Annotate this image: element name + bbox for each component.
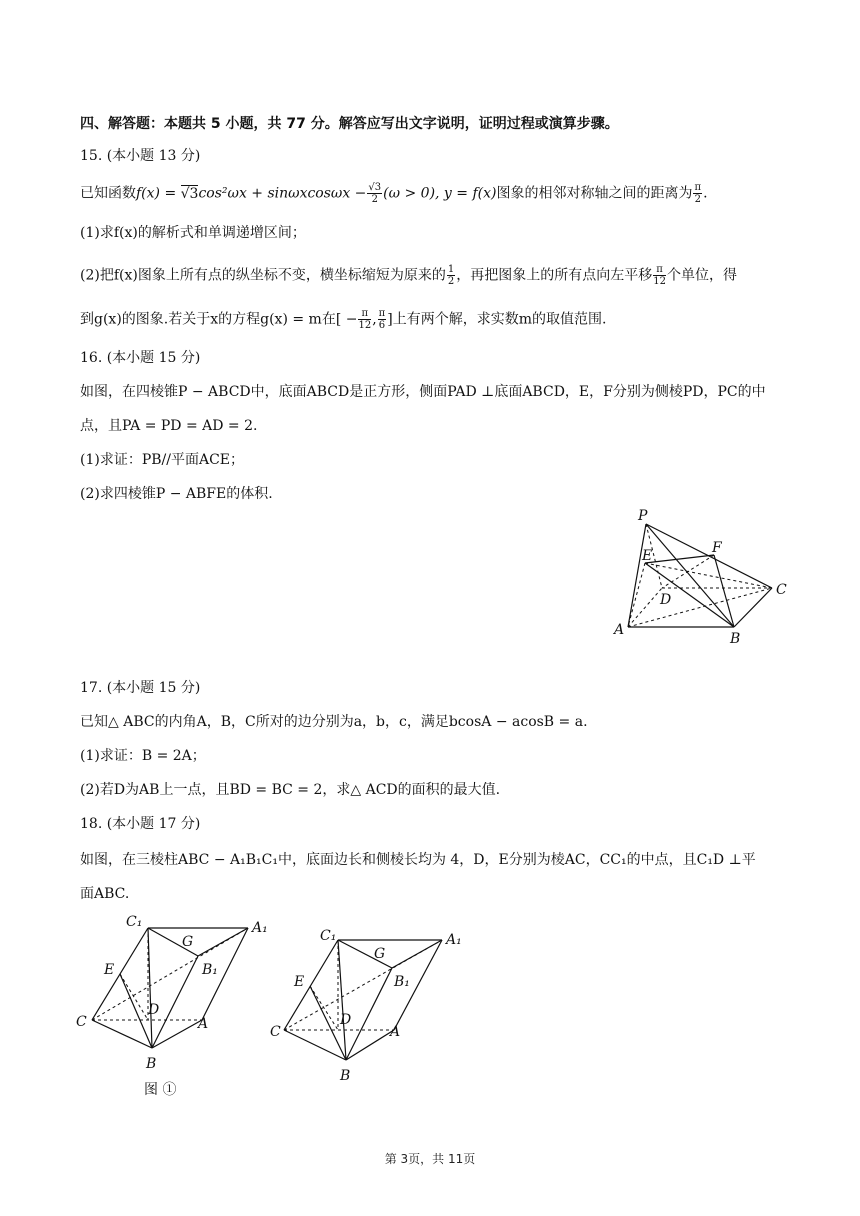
q15-sqrt3: √3 [180, 185, 199, 202]
label-P: P [638, 508, 648, 524]
label-D: D [340, 1012, 352, 1028]
q17-line1: 已知△ ABC的内角A，B，C所对的边分别为a，b，c，满足bcosA − acosB = a. [80, 714, 588, 730]
pyramid-figure [600, 500, 800, 650]
label-D: D [148, 1002, 160, 1018]
q15-part2-line1: (2)把f(x)图象上所有点的纵坐标不变，横坐标缩短为原来的 $\frac{1}{2}$ ，再把图象上的所有点向左平移 $\frac{\pi}{12}$ 个单位，得 [80, 264, 737, 287]
label-B1: B₁ [394, 974, 410, 990]
label-D: D [660, 592, 672, 608]
page-footer: 第 3页，共 11页 [384, 1152, 476, 1166]
q15-frac-sqrt3-2: $\frac{√3}{2}$ [368, 182, 382, 205]
q15-expr: cos²ωx + sinωxcosωx − [198, 185, 367, 202]
q16-part2: (2)求四棱锥P − ABFE的体积. [80, 486, 273, 502]
q15-frac-l: $\frac{\pi}{12}$ [358, 308, 372, 331]
q15-stem: 已知函数f(x) = √3cos²ωx + sinωxcosωx − $\frac{√3}{2}$ (ω > 0), y = f(x)图象的相邻对称轴之间的距离为 $\frac{\pi}{2}$ . [80, 182, 708, 205]
section-heading: 四、解答题：本题共 5 小题，共 77 分。解答应写出文字说明，证明过程或演算步骤。 [80, 116, 619, 132]
q15-frac-pi-2: $\frac{\pi}{2}$ [694, 182, 702, 205]
q17-part2: (2)若D为AB上一点，且BD = BC = 2，求△ ACD的面积的最大值. [80, 782, 501, 798]
prism-figure-1 [70, 908, 280, 1108]
figure-caption: 图 ① [144, 1082, 177, 1098]
label-G: G [182, 934, 194, 950]
label-C1: C₁ [320, 928, 337, 944]
label-G: G [374, 946, 386, 962]
q18-line1: 如图，在三棱柱ABC − A₁B₁C₁中，底面边长和侧棱长均为 4，D，E分别为棱AC，CC₁的中点，且C₁D ⊥平 [80, 852, 756, 868]
label-B: B [340, 1068, 351, 1084]
q15-part1: (1)求f(x)的解析式和单调递增区间； [80, 225, 306, 241]
q15-fx: f(x) = [136, 185, 181, 202]
label-A1: A₁ [252, 920, 268, 936]
q17-part1: (1)求证：B = 2A； [80, 748, 206, 764]
label-E: E [294, 974, 305, 990]
label-E: E [104, 962, 115, 978]
label-E: E [642, 548, 653, 564]
q16-part1: (1)求证：PB//平面ACE； [80, 452, 245, 468]
label-C: C [76, 1014, 87, 1030]
label-A: A [614, 622, 625, 638]
q15-stem-prefix: 已知函数 [80, 185, 136, 202]
q16-line2: 点，且PA = PD = AD = 2. [80, 418, 258, 434]
label-A1: A₁ [446, 932, 462, 948]
label-A: A [390, 1024, 401, 1040]
q15-part2-line2: 到g(x)的图象.若关于x的方程g(x) = m在[ − $\frac{\pi}{12}$ , $\frac{\pi}{6}$ ]上有两个解，求实数m的取值范围. [80, 308, 607, 331]
label-C1: C₁ [126, 914, 143, 930]
q15-stem-mid: 图象的相邻对称轴之间的距离为 [496, 185, 693, 202]
prism-figure-2 [266, 918, 476, 1098]
q15-frac-r: $\frac{\pi}{6}$ [378, 308, 386, 331]
label-C: C [776, 582, 787, 598]
q17-number: 17. (本小题 15 分) [80, 680, 201, 696]
label-B: B [146, 1056, 157, 1072]
q16-line1: 如图，在四棱锥P − ABCD中，底面ABCD是正方形，侧面PAD ⊥底面ABCD，E，F分别为侧棱PD，PC的中 [80, 384, 766, 400]
label-F: F [712, 540, 722, 556]
q15-frac-pi-12: $\frac{\pi}{12}$ [653, 264, 666, 287]
q15-frac-1-2: $\frac{1}{2}$ [447, 264, 455, 287]
q18-number: 18. (本小题 17 分) [80, 816, 201, 832]
label-C: C [270, 1024, 281, 1040]
q18-line2: 面ABC. [80, 886, 130, 902]
label-B1: B₁ [202, 962, 218, 978]
q15-number: 15. (本小题 13 分) [80, 148, 201, 164]
label-A: A [198, 1016, 209, 1032]
label-B: B [730, 631, 741, 647]
q16-number: 16. (本小题 15 分) [80, 350, 201, 366]
q15-cond: (ω > 0), y = f(x) [383, 185, 497, 202]
